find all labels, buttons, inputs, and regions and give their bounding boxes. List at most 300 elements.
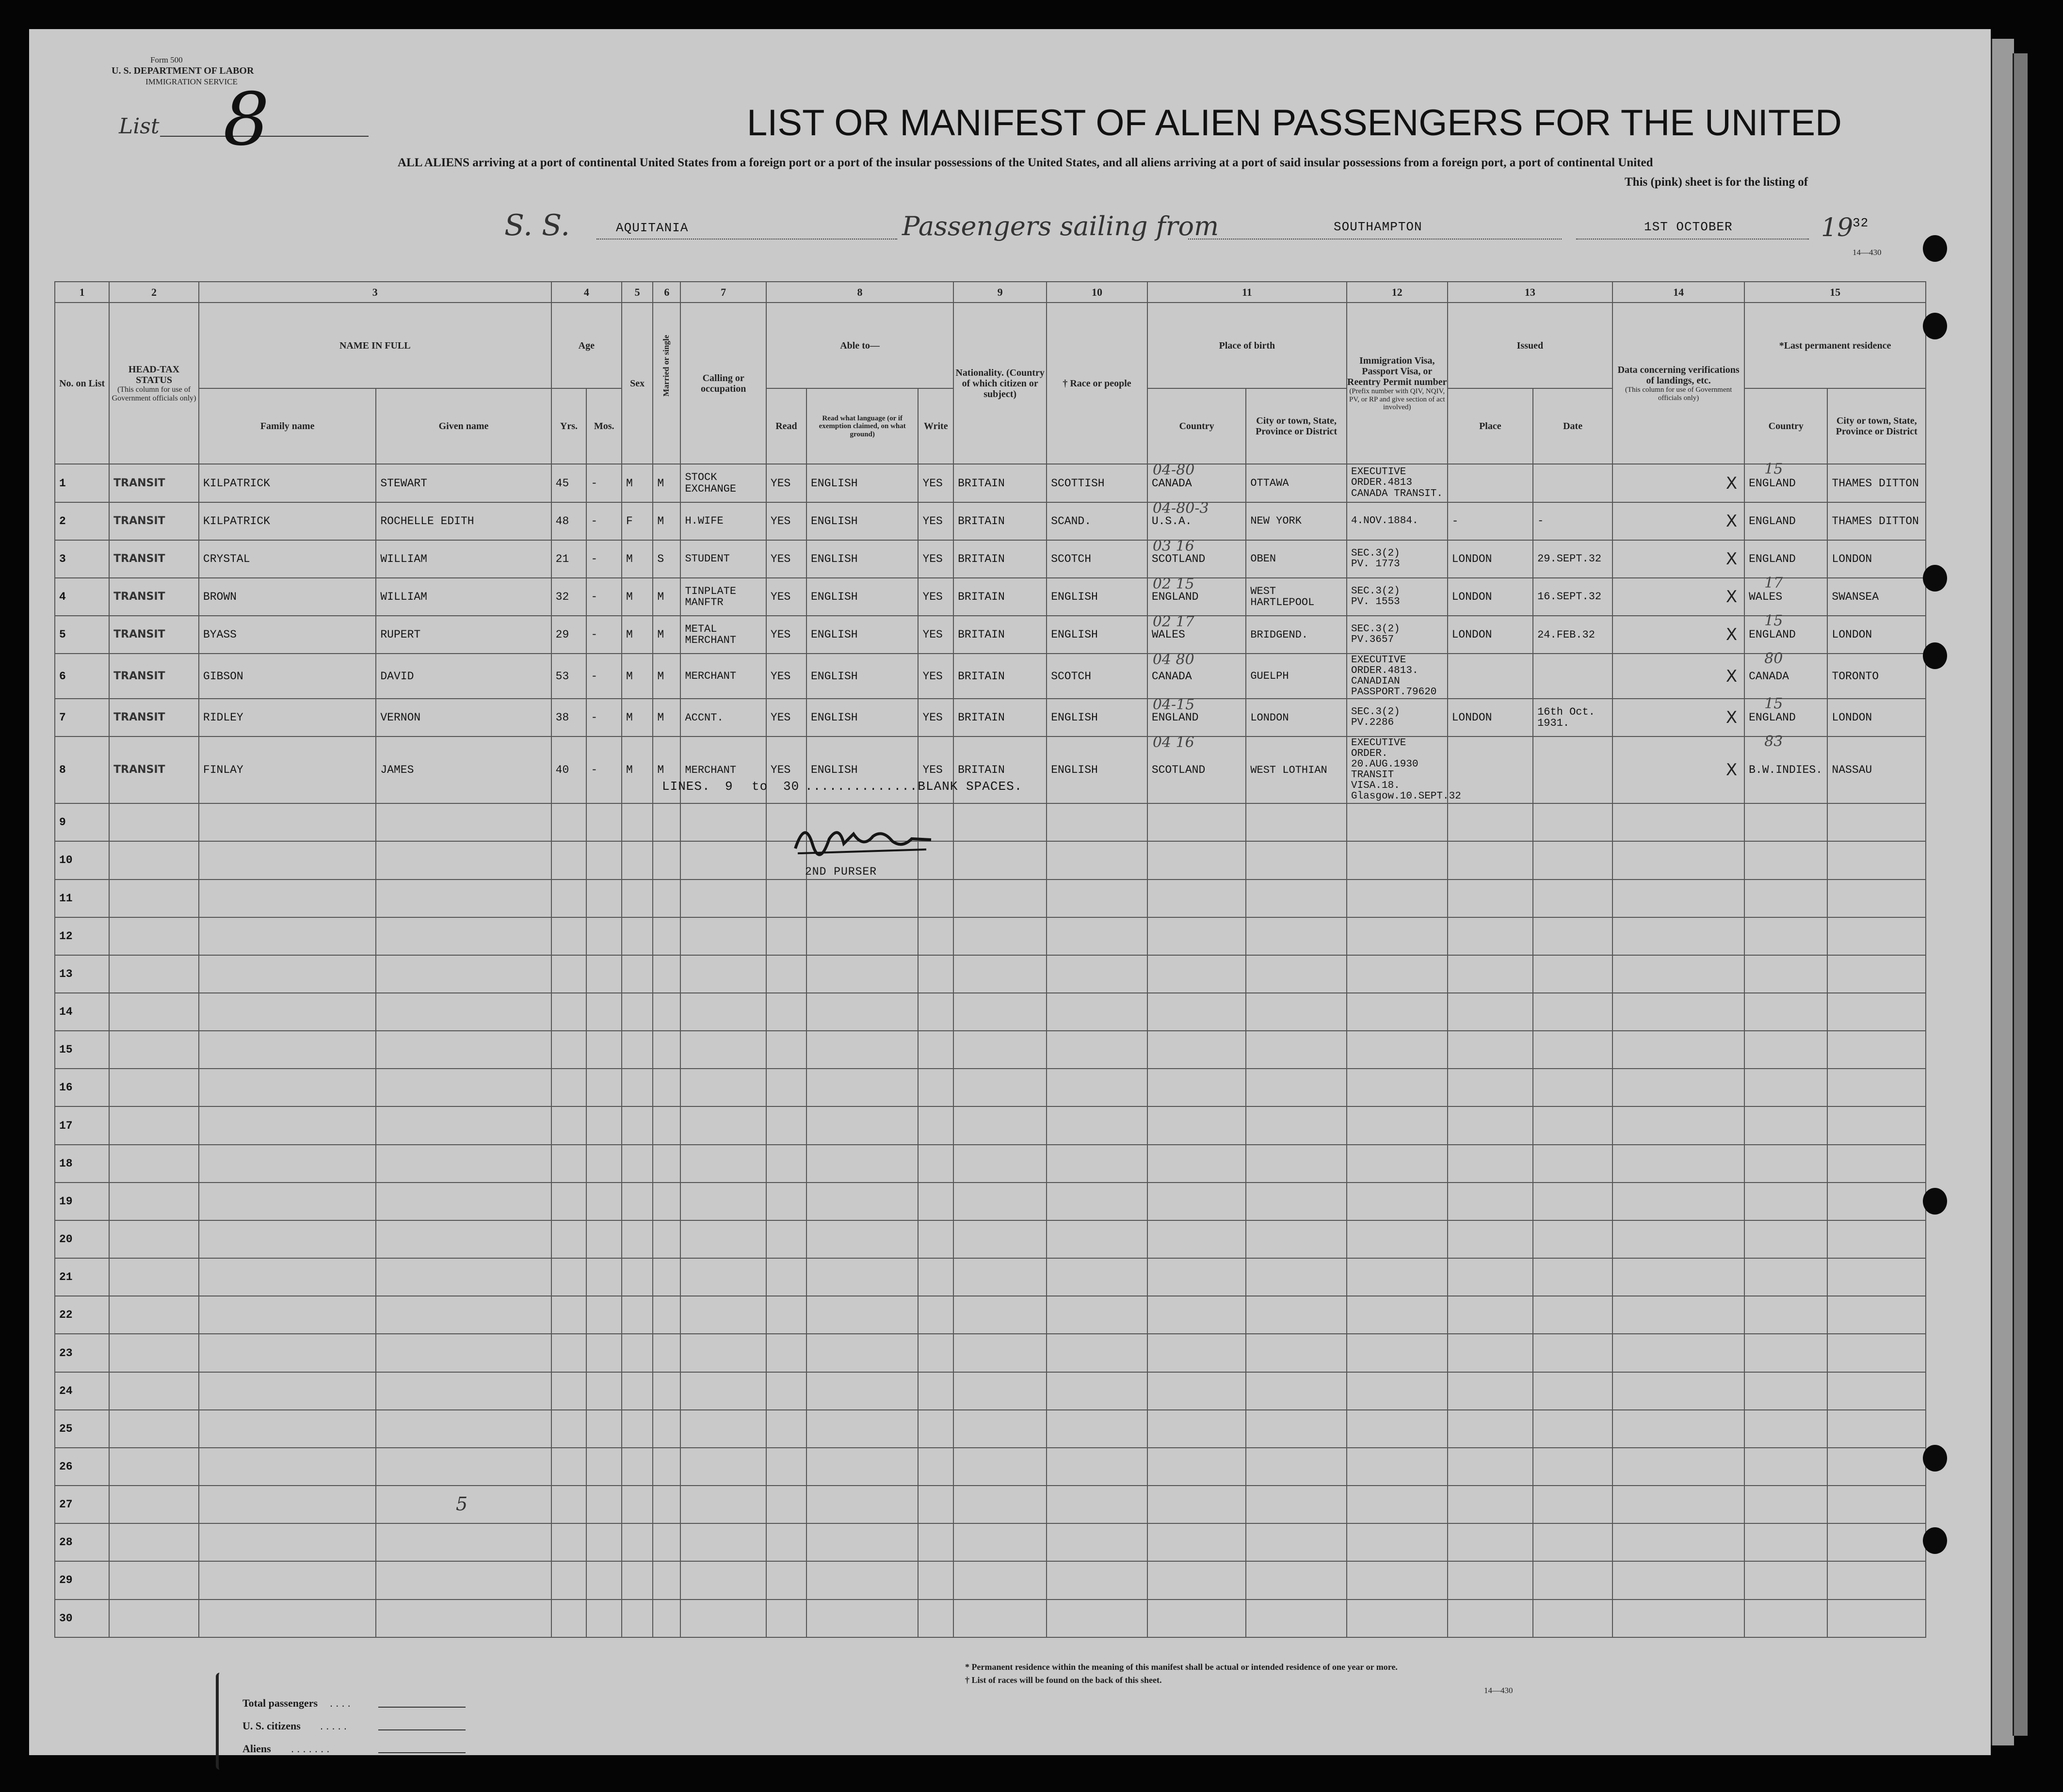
line-number: 12 — [59, 929, 73, 943]
read-cell — [766, 654, 806, 699]
empty-cell — [551, 1600, 587, 1637]
empty-cell — [1533, 841, 1612, 879]
head-tax-stamp: TRANSIT — [113, 670, 165, 682]
empty-cell — [1533, 1106, 1612, 1144]
given-name-cell — [376, 540, 551, 578]
col-num: 5 — [622, 282, 653, 303]
sex-cell — [622, 578, 653, 616]
nationality-header: Nationality. (Country of which citizen or subject) — [953, 303, 1047, 464]
sex: F — [626, 514, 633, 528]
empty-cell — [953, 1561, 1047, 1599]
empty-cell — [1047, 1410, 1147, 1448]
empty-cell — [1612, 1296, 1744, 1334]
empty-cell — [806, 1372, 918, 1410]
residence-country: CANADA — [1749, 670, 1789, 683]
empty-cell — [1612, 1031, 1744, 1069]
empty-cell — [1612, 1145, 1744, 1183]
visa-line-2: CANADIAN PASSPORT.79620 — [1351, 675, 1437, 698]
empty-cell — [653, 1334, 680, 1372]
sex: M — [626, 590, 633, 603]
blank-row — [55, 1031, 1926, 1069]
empty-cell — [1827, 1561, 1926, 1599]
empty-cell — [1744, 1372, 1827, 1410]
residence-country-cell — [1744, 695, 1827, 736]
empty-cell — [1827, 1183, 1926, 1220]
empty-cell — [1047, 1448, 1147, 1486]
empty-cell — [918, 1069, 953, 1106]
empty-cell — [1246, 917, 1347, 955]
empty-cell — [1827, 841, 1926, 879]
empty-cell — [1246, 1334, 1347, 1372]
empty-cell — [1744, 1145, 1827, 1183]
empty-cell — [680, 880, 766, 917]
empty-cell — [1827, 880, 1926, 917]
visa-line-2: PV.3657 — [1351, 634, 1394, 646]
landings-title: Data concerning verifications of landings, etc. — [1617, 365, 1740, 386]
given-name: ROCHELLE EDITH — [380, 514, 474, 528]
empty-cell — [199, 993, 376, 1031]
line-number-cell — [55, 1523, 109, 1561]
empty-cell — [199, 1523, 376, 1561]
given-name-cell — [376, 736, 551, 803]
empty-cell — [1744, 880, 1827, 917]
marital-status: M — [657, 670, 664, 683]
empty-cell — [376, 1296, 551, 1334]
empty-cell — [1533, 1183, 1612, 1220]
issued-date: 24.FEB.32 — [1537, 628, 1595, 641]
empty-cell — [1744, 1410, 1827, 1448]
nationality-cell — [953, 540, 1047, 578]
empty-cell — [653, 803, 680, 841]
line-number: 1 — [59, 477, 66, 490]
age-months: - — [591, 670, 598, 683]
empty-cell — [806, 1600, 918, 1637]
handwritten-code: 03 16 — [1152, 537, 1194, 555]
age-header: Age — [551, 303, 622, 388]
issued-date-cell — [1533, 540, 1612, 578]
issued-date: 29.SEPT.32 — [1537, 553, 1602, 565]
empty-cell — [1827, 1410, 1926, 1448]
empty-cell — [680, 1372, 766, 1410]
sex-header: Sex — [622, 303, 653, 464]
age-years-cell — [551, 699, 587, 736]
empty-cell — [806, 1523, 918, 1561]
empty-cell — [918, 1106, 953, 1144]
empty-cell — [1347, 993, 1448, 1031]
line-number: 20 — [59, 1233, 73, 1246]
binder-hole — [1923, 642, 1947, 669]
column-number-row — [55, 282, 1926, 303]
empty-cell — [109, 1145, 199, 1183]
empty-cell — [586, 841, 622, 879]
empty-cell — [653, 1600, 680, 1637]
visa-cell — [1347, 578, 1448, 616]
empty-cell — [1827, 1334, 1926, 1372]
empty-cell — [918, 1523, 953, 1561]
verification-cell — [1612, 736, 1744, 803]
line-number: 30 — [59, 1612, 73, 1625]
issued-date-cell — [1533, 736, 1612, 803]
empty-cell — [653, 880, 680, 917]
empty-cell — [109, 1258, 199, 1296]
empty-cell — [1347, 841, 1448, 879]
footnote-races: † List of races will be found on the back of this sheet. — [965, 1675, 1162, 1685]
verification-cell — [1612, 540, 1744, 578]
visa-cell — [1347, 654, 1448, 699]
empty-cell — [376, 1183, 551, 1220]
empty-cell — [551, 1523, 587, 1561]
verification-mark: X — [1725, 587, 1738, 607]
family-name: RIDLEY — [203, 711, 243, 724]
handwritten-code: 02 17 — [1152, 613, 1194, 631]
birth-country-cell — [1147, 736, 1246, 803]
empty-cell — [680, 1183, 766, 1220]
empty-cell — [766, 1069, 806, 1106]
family-name: GIBSON — [203, 670, 243, 683]
residence-city-cell — [1827, 654, 1926, 699]
birth-country: SCOTLAND — [1151, 552, 1206, 565]
residence-city-cell — [1827, 578, 1926, 616]
empty-cell — [680, 841, 766, 879]
handwritten-number: 80 — [1764, 650, 1783, 668]
line-number: 17 — [59, 1119, 73, 1132]
empty-cell — [622, 1106, 653, 1144]
total-line — [378, 1707, 466, 1708]
visa-cell — [1347, 502, 1448, 540]
blank-row — [55, 1183, 1926, 1220]
residence-city-cell — [1827, 616, 1926, 654]
birth-city: OBEN — [1250, 553, 1276, 565]
empty-cell — [1347, 1106, 1448, 1144]
blank-row — [55, 1145, 1926, 1183]
issued-place: LONDON — [1451, 590, 1492, 603]
empty-cell — [918, 1448, 953, 1486]
empty-cell — [199, 1410, 376, 1448]
empty-cell — [551, 841, 587, 879]
empty-cell — [653, 917, 680, 955]
residence-city-cell — [1827, 540, 1926, 578]
empty-cell — [551, 1334, 587, 1372]
empty-cell — [622, 880, 653, 917]
can-write: YES — [922, 552, 943, 565]
empty-cell — [1147, 1106, 1246, 1144]
visa-cell — [1347, 464, 1448, 502]
empty-cell — [1448, 1448, 1533, 1486]
verification-cell — [1612, 464, 1744, 502]
empty-cell — [1347, 1523, 1448, 1561]
marital-cell — [653, 540, 680, 578]
empty-cell — [1533, 1523, 1612, 1561]
handwritten-number: 15 — [1764, 461, 1783, 478]
name-in-full-header: NAME IN FULL — [199, 303, 551, 388]
empty-cell — [376, 1069, 551, 1106]
empty-cell — [199, 1031, 376, 1069]
empty-cell — [953, 1523, 1047, 1561]
residence-country: ENGLAND — [1749, 552, 1796, 565]
empty-cell — [109, 803, 199, 841]
empty-cell — [653, 1296, 680, 1334]
empty-cell — [1347, 1448, 1448, 1486]
verification-mark: X — [1725, 511, 1738, 531]
empty-cell — [806, 955, 918, 993]
visa-line-1: EXECUTIVE ORDER.4813. — [1351, 654, 1418, 676]
can-write: YES — [922, 764, 943, 777]
nationality: BRITAIN — [958, 670, 1005, 683]
nationality: BRITAIN — [958, 628, 1005, 641]
empty-cell — [766, 1258, 806, 1296]
age-years: 53 — [555, 670, 569, 683]
empty-cell — [586, 1069, 622, 1106]
empty-cell — [586, 1448, 622, 1486]
family-name: BYASS — [203, 628, 237, 641]
can-write: YES — [922, 514, 943, 528]
empty-cell — [199, 841, 376, 879]
empty-cell — [1533, 880, 1612, 917]
read-language: ENGLISH — [810, 514, 858, 528]
blank-row — [55, 1334, 1926, 1372]
issued-place-header: Place — [1448, 388, 1533, 464]
empty-cell — [918, 1372, 953, 1410]
handwritten-number: 17 — [1764, 574, 1783, 592]
visa-line-1: SEC.3(2) — [1351, 585, 1400, 597]
issued-date: 16th Oct. 1931. — [1537, 705, 1595, 730]
empty-cell — [918, 955, 953, 993]
line-number-cell — [55, 1258, 109, 1296]
age-months: - — [591, 711, 598, 724]
occupation-line-2: EXCHANGE — [685, 482, 737, 495]
empty-cell — [1827, 1069, 1926, 1106]
empty-cell — [109, 841, 199, 879]
empty-cell — [1246, 1561, 1347, 1599]
read-language: ENGLISH — [810, 711, 858, 724]
empty-cell — [109, 1523, 199, 1561]
empty-cell — [109, 1600, 199, 1637]
residence-country-cell — [1744, 650, 1827, 699]
nationality-cell — [953, 699, 1047, 736]
able-to-header: Able to— — [766, 303, 953, 388]
purser-title: 2ND PURSER — [805, 865, 877, 878]
empty-cell — [918, 1600, 953, 1637]
blank-row — [55, 1600, 1926, 1637]
empty-cell — [586, 1220, 622, 1258]
empty-cell — [1744, 841, 1827, 879]
read-cell — [766, 578, 806, 616]
subtitle-2: This (pink) sheet is for the listing of — [1625, 176, 1808, 189]
year-prefix: 19 — [1821, 213, 1853, 242]
line-number: 21 — [59, 1271, 73, 1284]
birth-city: OTTAWA — [1250, 477, 1289, 489]
age-years-cell — [551, 736, 587, 803]
empty-cell — [1612, 1372, 1744, 1410]
empty-cell — [766, 1600, 806, 1637]
empty-cell — [1612, 1106, 1744, 1144]
empty-cell — [1827, 1296, 1926, 1334]
empty-cell — [653, 955, 680, 993]
age-months: - — [591, 477, 598, 490]
nationality-cell — [953, 578, 1047, 616]
residence-country: WALES — [1749, 590, 1783, 603]
empty-cell — [766, 1183, 806, 1220]
line-number: 7 — [59, 711, 66, 724]
empty-cell — [109, 880, 199, 917]
empty-cell — [1147, 1334, 1246, 1372]
empty-cell — [1246, 1069, 1347, 1106]
empty-cell — [199, 1069, 376, 1106]
empty-cell — [806, 1296, 918, 1334]
total-passengers-label: Total passengers — [242, 1697, 318, 1709]
empty-cell — [199, 1258, 376, 1296]
nationality-cell — [953, 654, 1047, 699]
empty-cell — [1147, 1372, 1246, 1410]
empty-cell — [622, 1069, 653, 1106]
empty-cell — [653, 1069, 680, 1106]
sex-cell — [622, 502, 653, 540]
empty-cell — [680, 1561, 766, 1599]
language-cell — [806, 540, 918, 578]
empty-cell — [1533, 1069, 1612, 1106]
married-header — [653, 303, 680, 464]
nationality: BRITAIN — [958, 552, 1005, 565]
empty-cell — [199, 955, 376, 993]
col-num: 10 — [1047, 282, 1147, 303]
empty-cell — [586, 1486, 622, 1523]
line-number-cell — [55, 1145, 109, 1183]
empty-cell — [1533, 1258, 1612, 1296]
marital-cell — [653, 654, 680, 699]
marital-status: M — [657, 764, 664, 777]
residence-city-cell — [1827, 699, 1926, 736]
write-cell — [918, 654, 953, 699]
family-name-cell — [199, 578, 376, 616]
line-number: 23 — [59, 1346, 73, 1360]
empty-cell — [109, 1334, 199, 1372]
empty-cell — [551, 880, 587, 917]
empty-cell — [1744, 1069, 1827, 1106]
residence-country: ENGLAND — [1749, 477, 1796, 490]
empty-cell — [1612, 1486, 1744, 1523]
occupation-line-1: STUDENT — [685, 553, 730, 565]
birth-country-header: Country — [1147, 388, 1246, 464]
empty-cell — [806, 1448, 918, 1486]
visa-line-1: SEC.3(2) — [1351, 547, 1400, 559]
empty-cell — [953, 1410, 1047, 1448]
head-tax-cell — [109, 699, 199, 736]
empty-cell — [1533, 1296, 1612, 1334]
residence-country: ENGLAND — [1749, 628, 1796, 641]
empty-cell — [806, 1106, 918, 1144]
empty-cell — [680, 1106, 766, 1144]
line-number-cell — [55, 578, 109, 616]
empty-cell — [1612, 955, 1744, 993]
empty-cell — [1533, 1448, 1612, 1486]
empty-cell — [109, 1069, 199, 1106]
empty-cell — [199, 1183, 376, 1220]
empty-cell — [1533, 1334, 1612, 1372]
race: ENGLISH — [1051, 711, 1098, 724]
age-months: - — [591, 552, 598, 565]
issued-place: LONDON — [1451, 552, 1492, 565]
empty-cell — [1147, 1296, 1246, 1334]
empty-cell — [1147, 1031, 1246, 1069]
handwritten-code: 02 15 — [1152, 575, 1194, 592]
language-cell — [806, 616, 918, 654]
sex: M — [626, 711, 633, 724]
visa-header — [1347, 303, 1448, 464]
empty-cell — [1744, 1183, 1827, 1220]
port-line — [1188, 239, 1562, 240]
blank-row — [55, 803, 1926, 841]
empty-cell — [1347, 1031, 1448, 1069]
empty-cell — [1612, 803, 1744, 841]
empty-cell — [953, 1106, 1047, 1144]
race-cell — [1047, 464, 1147, 502]
empty-cell — [680, 993, 766, 1031]
family-name-cell — [199, 736, 376, 803]
ship-line — [596, 239, 897, 240]
nationality-cell — [953, 502, 1047, 540]
empty-cell — [1612, 1410, 1744, 1448]
empty-cell — [376, 1561, 551, 1599]
empty-cell — [766, 1486, 806, 1523]
nationality: BRITAIN — [958, 711, 1005, 724]
can-read: YES — [770, 670, 791, 683]
birth-city-cell — [1246, 502, 1347, 540]
empty-cell — [766, 955, 806, 993]
empty-cell — [1827, 1523, 1926, 1561]
race-cell — [1047, 540, 1147, 578]
empty-cell — [109, 1561, 199, 1599]
age-years-cell — [551, 616, 587, 654]
empty-cell — [586, 993, 622, 1031]
passenger-row — [55, 502, 1926, 540]
empty-cell — [551, 803, 587, 841]
empty-cell — [680, 1448, 766, 1486]
empty-cell — [1347, 1069, 1448, 1106]
occupation-line-1: H.WIFE — [685, 515, 724, 528]
issued-date-cell — [1533, 578, 1612, 616]
empty-cell — [1047, 1145, 1147, 1183]
empty-cell — [953, 1334, 1047, 1372]
given-name: DAVID — [380, 670, 414, 683]
empty-cell — [109, 1296, 199, 1334]
page-title: LIST OR MANIFEST OF ALIEN PASSENGERS FOR THE UNITED — [747, 102, 1842, 144]
line-number: 9 — [59, 816, 66, 829]
line-number: 25 — [59, 1422, 73, 1435]
empty-cell — [551, 1296, 587, 1334]
binder-hole — [1923, 313, 1947, 339]
empty-cell — [766, 1296, 806, 1334]
issued-place: LONDON — [1451, 628, 1492, 641]
blank-row — [55, 1296, 1926, 1334]
sex-cell — [622, 464, 653, 502]
empty-cell — [1612, 1600, 1744, 1637]
manifest-sheet — [29, 29, 1991, 1755]
age-years-cell — [551, 654, 587, 699]
empty-cell — [953, 993, 1047, 1031]
empty-cell — [1147, 1448, 1246, 1486]
empty-cell — [1827, 1372, 1926, 1410]
visa-line-2: PV. 1553 — [1351, 596, 1400, 608]
empty-cell — [1612, 841, 1744, 879]
verification-cell — [1612, 699, 1744, 736]
race-cell — [1047, 578, 1147, 616]
empty-cell — [1744, 1031, 1827, 1069]
residence-country-cell — [1744, 733, 1827, 803]
empty-cell — [1448, 1183, 1533, 1220]
age-months-cell — [586, 502, 622, 540]
empty-cell — [1246, 1031, 1347, 1069]
aliens-label: Aliens — [242, 1743, 271, 1755]
